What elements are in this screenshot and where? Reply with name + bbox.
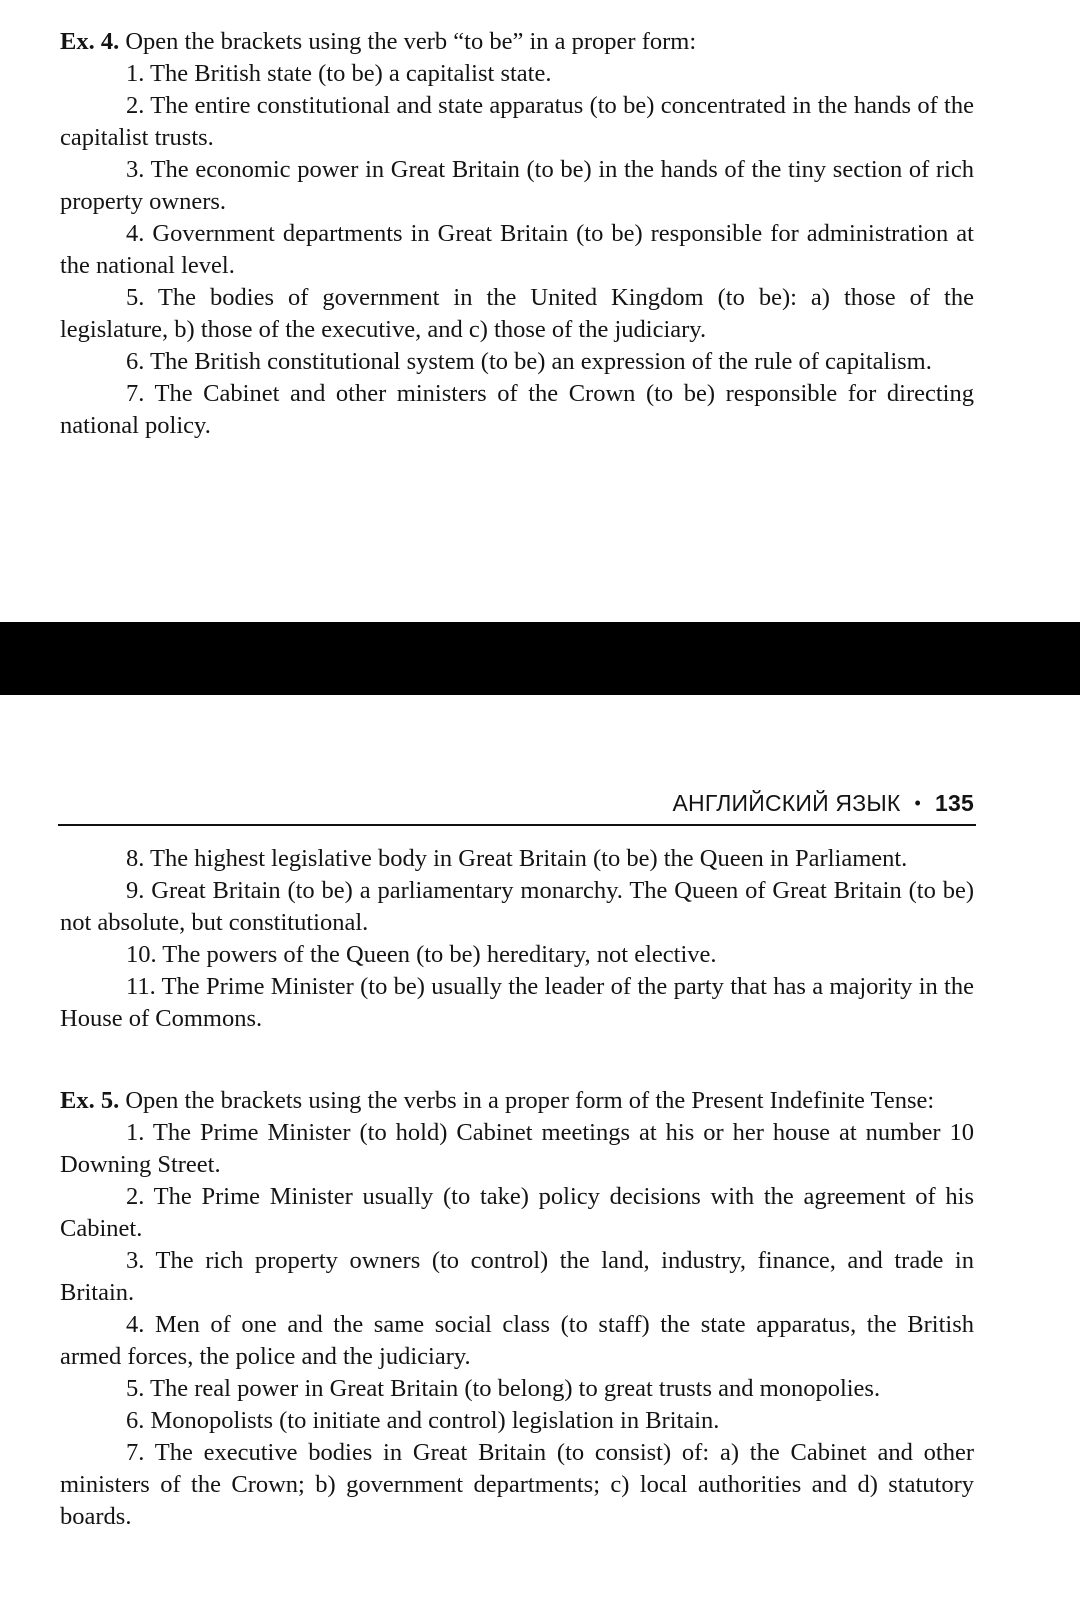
exercise-item: 2. The entire constitutional and state apparatus (to be) concentrated in the hands of the capitalist trusts. [60, 92, 974, 151]
page-separator-bar [0, 622, 1080, 695]
exercise-4-label: Ex. 4. [60, 28, 120, 55]
running-head [58, 790, 976, 826]
exercise-5-label: Ex. 5. [60, 1087, 120, 1114]
exercise-item: 2. The Prime Minister usually (to take) policy decisions with the agreement of his Cabinet. [60, 1183, 974, 1242]
exercise-item: 6. The British constitutional system (to be) an expression of the rule of capitalism. [126, 348, 932, 375]
running-head-text [673, 790, 975, 817]
exercise-4 [60, 26, 974, 442]
bullet-icon: • [914, 793, 922, 813]
exercise-item: 7. The Cabinet and other ministers of the Crown (to be) responsible for directing national policy. [60, 380, 974, 439]
exercise-item: 7. The executive bodies in Great Britain (to consist) of: a) the Cabinet and other ministers of the Crown; b) government departments; c) local authorities and d) statutory boards. [60, 1439, 974, 1530]
exercise-item: 9. Great Britain (to be) a parliamentary monarchy. The Queen of Great Britain (to be) not absolute, but constitutional. [60, 877, 974, 936]
exercise-4-continued [60, 843, 974, 1035]
exercise-item: 3. The economic power in Great Britain (to be) in the hands of the tiny section of rich property owners. [60, 156, 974, 215]
exercise-4-heading [60, 26, 974, 58]
exercise-item: 5. The bodies of government in the United Kingdom (to be): a) those of the legislature, b) those of the executive, and c) those of the judiciary. [60, 284, 974, 343]
exercise-item: 3. The rich property owners (to control) the land, industry, finance, and trade in Britain. [60, 1247, 974, 1306]
upper-page [0, 0, 1080, 622]
exercise-item: 4. Government departments in Great Britain (to be) responsible for administration at the national level. [60, 220, 974, 279]
exercise-item: 11. The Prime Minister (to be) usually the leader of the party that has a majority in the House of Commons. [60, 973, 974, 1032]
exercise-5-instruction: Open the brackets using the verbs in a proper form of the Present Indefinite Tense: [125, 1087, 935, 1114]
exercise-item: 5. The real power in Great Britain (to belong) to great trusts and monopolies. [126, 1375, 881, 1402]
exercise-5-heading [60, 1085, 974, 1117]
exercise-item: 10. The powers of the Queen (to be) hereditary, not elective. [126, 941, 717, 968]
exercise-item: 1. The Prime Minister (to hold) Cabinet meetings at his or her house at number 10 Downing Street. [60, 1119, 974, 1178]
exercise-item: 8. The highest legislative body in Great Britain (to be) the Queen in Parliament. [126, 845, 908, 872]
exercise-4-instruction: Open the brackets using the verb “to be” in a proper form: [125, 28, 697, 55]
exercise-item: 6. Monopolists (to initiate and control) legislation in Britain. [126, 1407, 720, 1434]
page-number: 135 [935, 790, 974, 816]
exercise-item: 1. The British state (to be) a capitalist state. [126, 60, 552, 87]
running-head-title: АНГЛИЙСКИЙ ЯЗЫК [672, 790, 901, 816]
exercise-5 [60, 1085, 974, 1533]
exercise-item: 4. Men of one and the same social class (to staff) the state apparatus, the British armed forces, the police and the judiciary. [60, 1311, 974, 1370]
